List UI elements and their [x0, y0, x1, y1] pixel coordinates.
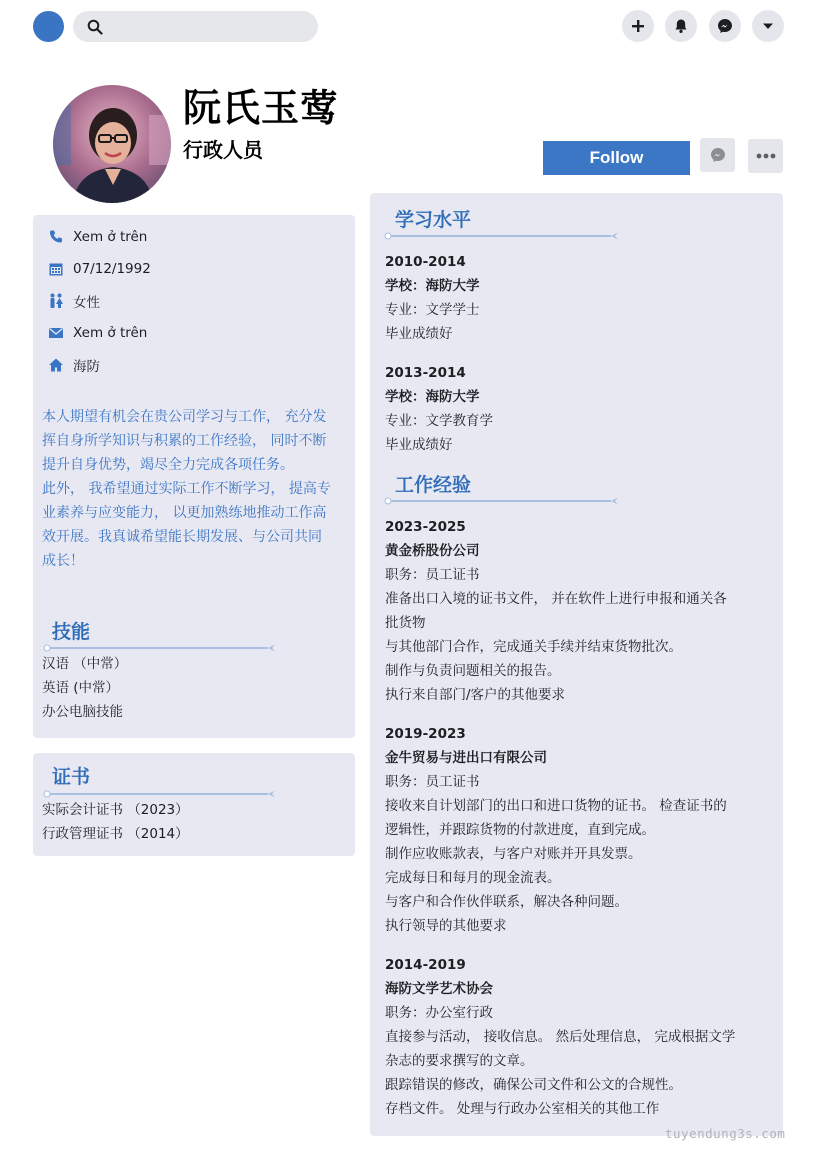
experience-company: 海防文学艺术协会 — [385, 981, 493, 997]
certificates-divider — [43, 790, 279, 798]
contact-gender — [47, 291, 100, 311]
messenger-icon — [710, 147, 726, 163]
experience-duty: 完成每日和每月的现金流表。 — [385, 870, 561, 886]
phone-icon — [48, 229, 64, 245]
profile-photo — [53, 85, 171, 203]
education-major: 专业：文学教育学 — [385, 413, 493, 429]
experience-duty: 直接参与活动， 接收信息。 然后处理信息， 完成根据文学杂志的要求撰写的文章。 — [385, 1029, 736, 1069]
plus-icon — [630, 18, 646, 34]
experience-entry — [385, 953, 737, 1121]
experience-duty: 执行来自部门/客户的其他要求 — [385, 687, 566, 703]
contact-birthdate — [47, 259, 151, 279]
experience-entry — [385, 722, 730, 938]
contact-address-text: 海防 — [73, 359, 100, 375]
info-panel — [33, 215, 355, 738]
avatar[interactable] — [53, 85, 171, 203]
experience-duty: 与客户和合作伙伴联系，解决各种问题。 — [385, 894, 628, 910]
education-result: 毕业成绩好 — [385, 437, 453, 453]
experience-duty: 与其他部门合作，完成通关手续并结束货物批次。 — [385, 639, 682, 655]
education-title: 学习水平 — [395, 209, 472, 231]
experience-duty: 准备出口入境的证书文件， 并在软件上进行申报和通关各批货物 — [385, 591, 727, 631]
education-result: 毕业成绩好 — [385, 326, 453, 342]
education-school: 学校：海防大学 — [385, 389, 480, 405]
message-button[interactable] — [700, 138, 735, 172]
contact-address — [47, 355, 100, 375]
gender-icon — [48, 293, 64, 309]
experience-position: 职务：办公室行政 — [385, 1005, 493, 1021]
career-objective — [42, 405, 332, 573]
experience-company: 金牛贸易与进出口有限公司 — [385, 750, 547, 766]
skill-item: 英语 (中常） — [42, 680, 120, 696]
resume-panel — [370, 193, 783, 1136]
objective-paragraph: 本人期望有机会在贵公司学习与工作， 充分发挥自身所学知识与积累的工作经验， 同时不断提升自身优势，竭尽全力完成各项任务。 — [42, 409, 327, 473]
contact-email — [47, 323, 147, 343]
experience-title: 工作经验 — [395, 474, 472, 496]
experience-position: 职务：员工证书 — [385, 774, 480, 790]
watermark: tuyendung3s.com — [665, 1126, 786, 1141]
education-school: 学校：海防大学 — [385, 278, 480, 294]
bell-icon — [673, 18, 689, 34]
education-years: 2010-2014 — [385, 254, 466, 270]
more-options-button[interactable] — [748, 139, 783, 173]
caret-down-icon — [760, 18, 776, 34]
education-entry — [385, 361, 755, 457]
contact-phone — [47, 227, 147, 247]
skills-list — [42, 652, 127, 724]
experience-duty: 制作应收账款表，与客户对账并开具发票。 — [385, 846, 642, 862]
app-logo[interactable] — [33, 11, 64, 42]
search-icon — [87, 19, 103, 35]
education-divider — [384, 232, 622, 240]
certificates-panel — [33, 753, 355, 856]
experience-years: 2014-2019 — [385, 957, 466, 973]
contact-birthdate-text: 07/12/1992 — [73, 261, 151, 277]
experience-duty: 执行领导的其他要求 — [385, 918, 507, 934]
education-major: 专业：文学学士 — [385, 302, 480, 318]
profile-name: 阮氏玉莺 — [183, 85, 340, 130]
skill-item: 办公电脑技能 — [42, 704, 123, 720]
certificate-item: 实际会计证书 （2023） — [42, 802, 189, 818]
profile-role: 行政人员 — [183, 138, 263, 162]
skills-title: 技能 — [52, 621, 91, 643]
messenger-button[interactable] — [709, 10, 741, 42]
contact-phone-text: Xem ở trên — [73, 229, 148, 245]
contact-gender-text: 女性 — [73, 295, 100, 311]
experience-duty: 制作与负责问题相关的报告。 — [385, 663, 561, 679]
skills-divider — [43, 644, 279, 652]
experience-years: 2023-2025 — [385, 519, 466, 535]
create-button[interactable] — [622, 10, 654, 42]
home-icon — [48, 357, 64, 373]
messenger-icon — [717, 18, 733, 34]
experience-divider — [384, 497, 622, 505]
experience-duty: 存档文件。 处理与行政办公室相关的其他工作 — [385, 1101, 660, 1117]
experience-years: 2019-2023 — [385, 726, 466, 742]
education-entry — [385, 250, 755, 346]
education-years: 2013-2014 — [385, 365, 466, 381]
contact-email-text: Xem ở trên — [73, 325, 148, 341]
follow-button[interactable]: Follow — [543, 141, 690, 175]
calendar-icon — [48, 261, 64, 277]
experience-company: 黄金桥股份公司 — [385, 543, 480, 559]
more-dots-icon — [756, 153, 776, 159]
experience-position: 职务：员工证书 — [385, 567, 480, 583]
search-bar[interactable] — [73, 11, 318, 42]
certificates-title: 证书 — [52, 766, 91, 788]
experience-duty: 跟踪错误的修改，确保公司文件和公文的合规性。 — [385, 1077, 682, 1093]
objective-paragraph: 此外， 我希望通过实际工作不断学习， 提高专业素养与应变能力， 以更加熟练地推动工作高效开展。我真诚希望能长期发展、与公司共同成长！ — [42, 481, 331, 569]
certificate-item: 行政管理证书 （2014） — [42, 826, 189, 842]
account-menu-button[interactable] — [752, 10, 784, 42]
experience-entry — [385, 515, 730, 707]
notifications-button[interactable] — [665, 10, 697, 42]
mail-icon — [48, 325, 64, 341]
skill-item: 汉语 （中常） — [42, 656, 128, 672]
certificates-list — [42, 798, 189, 846]
experience-duty: 接收来自计划部门的出口和进口货物的证书。 检查证书的逻辑性，并跟踪货物的付款进度，直到完成。 — [385, 798, 727, 838]
